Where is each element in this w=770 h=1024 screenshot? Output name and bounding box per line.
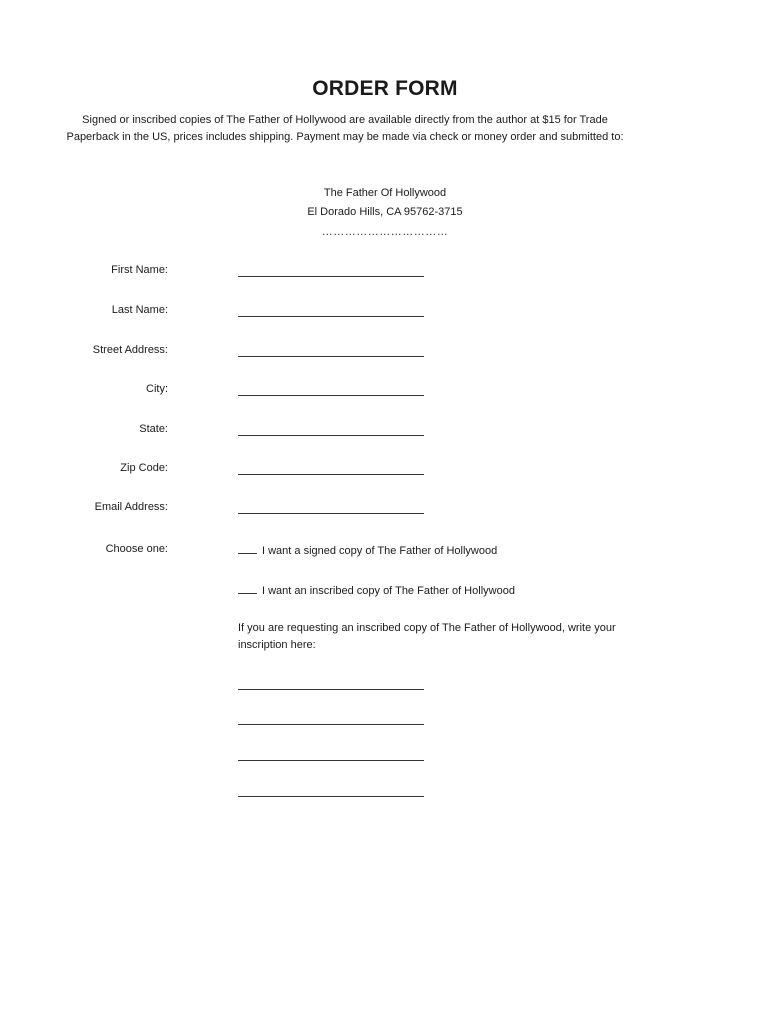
- state-label: State:: [139, 423, 168, 435]
- inscription-line-2[interactable]: [238, 713, 424, 725]
- option-inscribed-text: I want an inscribed copy of The Father of Hollywood: [262, 585, 515, 597]
- street-address-blank[interactable]: [238, 345, 424, 357]
- option-signed-text: I want a signed copy of The Father of Hollywood: [262, 545, 498, 557]
- state-blank[interactable]: [238, 424, 424, 436]
- city-label: City:: [146, 383, 168, 395]
- zip-code-label: Zip Code:: [120, 462, 168, 474]
- first-name-blank[interactable]: [238, 265, 424, 277]
- last-name-blank[interactable]: [238, 305, 424, 317]
- address-line-2: El Dorado Hills, CA 95762-3715: [307, 206, 463, 218]
- zip-code-blank[interactable]: [238, 463, 424, 475]
- inscription-line-3[interactable]: [238, 749, 424, 761]
- email-address-label: Email Address:: [94, 501, 168, 513]
- option-signed-blank[interactable]: [238, 543, 257, 554]
- last-name-label: Last Name:: [111, 304, 168, 316]
- option-signed-copy: [238, 543, 497, 557]
- inscription-line-4[interactable]: [238, 785, 424, 797]
- intro-paragraph: Signed or inscribed copies of The Father of Hollywood are available directly from the author at $15 for Trade Paperback in the US, prices includes shipping. Payment may be made via check or money order and submitted to:: [66, 114, 624, 143]
- inscription-instruction: If you are requesting an inscribed copy of The Father of Hollywood, write your inscription here:: [238, 622, 616, 651]
- address-line-1: The Father Of Hollywood: [323, 187, 447, 199]
- form-title: ORDER FORM: [312, 77, 458, 100]
- choose-one-label: Choose one:: [105, 543, 168, 555]
- street-address-label: Street Address:: [92, 344, 168, 356]
- email-address-blank[interactable]: [238, 502, 424, 514]
- first-name-label: First Name:: [111, 264, 168, 276]
- address-dotted-divider: ……………………………: [321, 226, 449, 238]
- option-inscribed-blank[interactable]: [238, 583, 257, 594]
- city-blank[interactable]: [238, 384, 424, 396]
- option-inscribed-copy: [238, 583, 515, 597]
- inscription-line-1[interactable]: [238, 678, 424, 690]
